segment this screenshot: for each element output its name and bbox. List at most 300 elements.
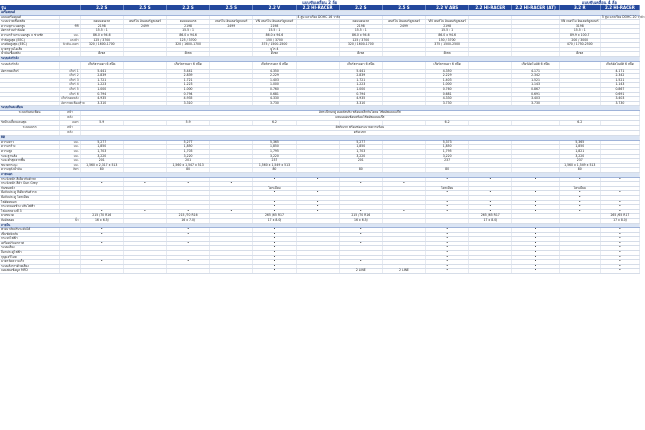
feature-dot: •	[253, 255, 296, 260]
spec-cell: 1,560 x 1,549 x 513	[253, 163, 296, 168]
row-label: ระบบส่งกำลัง	[0, 61, 60, 69]
spec-cell: 86.0 x 94.6	[253, 33, 296, 38]
spec-cell: 4.350	[426, 69, 469, 74]
feature-dot: •	[253, 264, 296, 269]
spec-cell: เกียร์อัตโนมัติ 6 สปีด	[600, 61, 639, 69]
spec-cell: 1,560 x 2,317 x 513	[80, 163, 123, 168]
feature-dot: •	[559, 191, 600, 196]
spec-cell: 4.171	[512, 69, 559, 74]
spec-cell: เกียร์ธรรมดา 6 สปีด	[339, 61, 382, 69]
row-unit: ซีซี	[60, 24, 81, 29]
spec-cell: 1,703	[167, 150, 210, 155]
spec-cell: 15.5 : 1	[559, 29, 600, 34]
feature-dot: •	[253, 251, 296, 256]
spec-cell: 3.310	[339, 101, 382, 106]
group-2wd: แบบขับเคลื่อน 2 ล้อ	[80, 0, 559, 5]
spec-cell: 265 /65 R17	[600, 214, 639, 219]
spec-cell: 125 / 3700	[339, 38, 382, 43]
spec-cell: 2 LINE	[339, 269, 382, 274]
spec-cell: 17 x 8.0J	[469, 218, 512, 223]
spec-cell: 1.000	[80, 87, 123, 92]
spec-cell: 150 / 3700	[426, 38, 469, 43]
feature-dot: •	[339, 241, 382, 246]
row-label: ล็อกประตูไฟฟ้า	[0, 251, 60, 256]
feature-dot: •	[512, 177, 559, 182]
spec-cell: โครเมี่ยม	[253, 186, 296, 191]
section-title: ระบบส่งกำลัง	[0, 56, 640, 61]
row-label: ความสูง	[0, 150, 60, 155]
spec-cell: 3.730	[426, 101, 469, 106]
model-10: 2.2 HI-RACER (AT)	[512, 5, 559, 11]
row-label: อัตราส่วนกำลังอัด	[0, 29, 60, 34]
spec-cell: 6.2	[426, 121, 469, 126]
spec-cell: โครเมี่ยม	[426, 186, 469, 191]
row-label: กระจังหน้า สีดำ Gun Grey	[0, 182, 60, 187]
spec-cell: 0.691	[600, 92, 639, 97]
row-unit: มม.	[60, 163, 81, 168]
spec-cell: 3.310	[167, 101, 210, 106]
spec-cell: 1.000	[253, 83, 296, 88]
spec-cell: 4.330	[426, 97, 469, 102]
row-label: มาตรวัดความเร็ว	[0, 260, 60, 265]
section-title: ภายนอก	[0, 172, 640, 177]
spec-cell: 1.403	[426, 78, 469, 83]
spec-cell: ยูโร 4	[253, 47, 296, 52]
spec-cell: เทอร์โบ อินเตอร์คูลเลอร์	[210, 20, 253, 25]
feature-dot: •	[80, 260, 123, 265]
feature-dot: •	[559, 177, 600, 182]
feature-dot: •	[426, 237, 469, 242]
row-label: ไฟเบรกดวงที่ 3	[0, 209, 60, 214]
row-label: ความจุถังน้ำมัน	[0, 168, 60, 173]
spec-cell: 1.223	[80, 83, 123, 88]
row-label: ความยาว	[0, 140, 60, 145]
spec-cell: 5,277	[80, 140, 123, 145]
row-label: ระยะฐานล้อ	[0, 154, 60, 159]
spec-cell: 0.691	[512, 92, 559, 97]
spec-cell: 2.342	[512, 74, 559, 79]
feature-dot: •	[600, 264, 639, 269]
feature-dot: •	[296, 191, 339, 196]
row-label: กระจกไฟฟ้า	[0, 237, 60, 242]
spec-cell: VN เทอร์โบ อินเตอร์คูลเลอร์	[560, 19, 599, 24]
spec-cell	[469, 61, 512, 69]
spec-header	[0, 0, 640, 11]
spec-cell: 4.171	[600, 69, 639, 74]
spec-cell: 1.521	[512, 78, 559, 83]
spec-cell: เทอร์โบ อินเตอร์คูลเลอร์	[123, 20, 166, 25]
spec-cell: 4 สูบ แถวเรียง DOHC 16 วาล์ว	[297, 14, 341, 19]
spec-cell: 1,850	[80, 145, 123, 150]
spec-cell: 265 /65 R17	[469, 214, 512, 219]
spec-cell: 215 /70 R16	[339, 214, 382, 219]
feature-dot: •	[512, 228, 559, 233]
spec-cell: 375 / 1500-2500	[426, 43, 469, 48]
spec-cell: 16 x 6.5J	[339, 218, 382, 223]
feature-dot: •	[426, 209, 469, 214]
feature-dot: •	[559, 209, 600, 214]
spec-cell: 80	[167, 168, 210, 173]
spec-cell: 15.5 : 1	[167, 29, 210, 34]
feature-dot: •	[339, 182, 382, 187]
spec-cell: 1,703	[80, 150, 123, 155]
spec-cell: 86.0 x 94.6	[80, 33, 123, 38]
spec-cell	[296, 269, 339, 274]
feature-dot: •	[600, 177, 639, 182]
spec-cell: 6.2	[559, 121, 600, 126]
spec-cell: 1,850	[253, 145, 296, 150]
spec-cell: เกียร์อัตโนมัติ 6 สปีด	[512, 61, 559, 69]
spec-cell: 17 x 8.0J	[600, 218, 639, 223]
spec-cell: 237	[426, 159, 469, 164]
spec-cell: 200 / 3000	[559, 38, 600, 43]
spec-cell: 320 / 1600-1700	[167, 43, 210, 48]
spec-cell: 201	[80, 159, 123, 164]
feature-dot: •	[253, 191, 296, 196]
row-unit: เกียร์ 6	[60, 92, 81, 97]
spec-cell: 16 x 6.5J	[80, 218, 123, 223]
feature-dot: •	[253, 241, 296, 246]
spec-cell: 1,795	[253, 150, 296, 155]
spec-cell: 4.330	[253, 97, 296, 102]
feature-dot: •	[600, 205, 639, 210]
model-9: 2.2 HI-RACER	[469, 5, 512, 11]
feature-dot: •	[339, 260, 382, 265]
row-label: รัศมีวงเลี้ยวแคบสุด	[0, 121, 60, 126]
spec-cell: 86.0 x 94.6	[339, 33, 382, 38]
feature-dot: •	[167, 228, 210, 233]
feature-dot: •	[426, 251, 469, 256]
spec-cell: 17 x 8.0J	[253, 218, 296, 223]
spec-cell: 1,850	[426, 145, 469, 150]
feature-dot: •	[512, 241, 559, 246]
feature-dot: •	[80, 241, 123, 246]
row-label: ระบบจ่ายเชื้อเพลิง	[0, 20, 60, 25]
row-unit: เกียร์ถอยหลัง	[61, 96, 79, 101]
row-unit: มม.	[60, 145, 81, 150]
spec-cell	[123, 269, 166, 274]
feature-dot: •	[382, 209, 425, 214]
spec-cell: 237	[253, 159, 296, 164]
row-label: กระจกมองข้าง ปรับไฟฟ้า	[0, 205, 60, 210]
spec-cell: 16 x 7.0J	[167, 218, 210, 223]
feature-dot: •	[512, 246, 559, 251]
feature-dot: •	[296, 209, 339, 214]
spec-cell: 320 / 1600-1700	[80, 43, 123, 48]
row-label: กุญแจรีโมท	[0, 255, 60, 260]
section-title: มิติ	[0, 136, 640, 141]
row-label: มาตรฐานไอเสีย	[0, 47, 60, 52]
spec-cell: 470 / 1750-2500	[559, 43, 600, 48]
feature-dot: •	[426, 232, 469, 237]
row-label: ขนาดกระบะ	[0, 163, 60, 168]
feature-dot: •	[167, 241, 210, 246]
feature-dot: •	[210, 182, 253, 187]
spec-cell: 4.935	[167, 97, 210, 102]
spec-cell: 215 /70 R16	[80, 214, 123, 219]
spec-cell: 86.0 x 94.6	[426, 33, 469, 38]
row-unit: อัตราทดเฟืองท้าย	[61, 100, 85, 105]
spec-cell: คอมมอนเรล	[339, 20, 382, 25]
spec-cell: 1,850	[167, 145, 210, 150]
feature-dot: •	[426, 205, 469, 210]
row-label: ความจุกระบอกสูบ	[0, 24, 60, 29]
spec-cell: 1.143	[600, 83, 639, 88]
row-label: กระจังหน้า สีเดียวกับตัวรถ	[0, 177, 60, 182]
spec-cell: 0.867	[600, 87, 639, 92]
feature-dot: •	[600, 246, 639, 251]
row-unit: มม.	[60, 140, 81, 145]
feature-dot: •	[600, 232, 639, 237]
row-unit: มม.	[60, 159, 81, 164]
feature-dot: •	[167, 260, 210, 265]
feature-dot: •	[339, 228, 382, 233]
spec-cell: 1.000	[426, 83, 469, 88]
spec-cell: 2 LINE	[382, 269, 425, 274]
spec-cell: 86.0 x 94.6	[167, 33, 210, 38]
spec-cell: คอมมอนเรล	[80, 20, 123, 25]
feature-dot: •	[559, 200, 600, 205]
row-unit: หลัง	[60, 131, 81, 136]
spec-cell: 80	[339, 168, 382, 173]
spec-cell: โครเมี่ยม	[559, 186, 600, 191]
spec-cell: 3,220	[559, 154, 600, 159]
spec-cell: เทอร์โบ อินเตอร์คูลเลอร์	[382, 20, 425, 25]
feature-dot: •	[253, 269, 296, 274]
row-note: แหนบแผ่นซ้อนพร้อมโช้คอัพแบบแก๊ส	[80, 116, 639, 121]
spec-cell: 80	[559, 168, 600, 173]
spec-cell: 265 /65 R17	[253, 214, 296, 219]
feature-dot: •	[80, 182, 123, 187]
row-label: กำลังสูงสุด (EEC)	[0, 38, 60, 43]
model-4: 2.2 V	[253, 5, 296, 11]
row-label: พวงมาลัยปรับระดับได้	[0, 228, 60, 233]
spec-cell: ดีเซล	[339, 52, 382, 57]
spec-cell: 5,277	[167, 140, 210, 145]
row-unit: หน้า	[60, 110, 81, 115]
spec-cell: 1,821	[559, 150, 600, 155]
row-unit: มม.	[60, 33, 81, 38]
row-label: ความกว้าง	[0, 145, 60, 150]
row-label: ระบบเสียง	[0, 246, 60, 251]
spec-cell: 2499	[123, 24, 166, 29]
model-8: 2.2 V ABS	[426, 5, 469, 11]
model-12: 2.2 HI-RACER	[600, 5, 639, 11]
spec-cell: VN เทอร์โบ อินเตอร์คูลเลอร์	[253, 20, 296, 25]
spec-cell	[210, 269, 253, 274]
spec-cell: 1,850	[339, 145, 382, 150]
spec-cell: 15.5 : 1	[426, 29, 469, 34]
spec-cell: 5.441	[339, 69, 382, 74]
spec-cell: 1,560 x 1,547 x 513	[167, 163, 210, 168]
feature-dot: •	[600, 251, 639, 256]
row-unit: ลิตร	[60, 168, 81, 173]
row-unit: เมตร	[60, 121, 81, 126]
spec-cell: 375 / 1500-2500	[253, 43, 296, 48]
spec-cell: 125 / 3700	[80, 38, 123, 43]
spec-cell: 0.681	[253, 92, 296, 97]
spec-cell: 3,220	[80, 154, 123, 159]
spec-cell: 5.9	[167, 121, 210, 126]
feature-dot: •	[253, 232, 296, 237]
feature-dot: •	[426, 264, 469, 269]
feature-dot: •	[80, 228, 123, 233]
spec-cell: 2198	[167, 24, 210, 29]
spec-cell: VN เทอร์โบ อินเตอร์คูลเลอร์	[426, 20, 469, 25]
model-row	[0, 5, 640, 11]
feature-dot: •	[296, 177, 339, 182]
spec-cell: 4.935	[339, 97, 382, 102]
feature-dot: •	[426, 260, 469, 265]
feature-dot: •	[600, 228, 639, 233]
spec-cell: เกียร์ธรรมดา 6 สปีด	[167, 61, 210, 69]
spec-cell: 5 สูบ แถวเรียง DOHC 20 วาล์ว	[601, 14, 645, 19]
spec-cell: 3.730	[600, 101, 639, 106]
row-unit: หน้า	[60, 125, 81, 130]
feature-dot: •	[253, 209, 296, 214]
model-1: 2.5 S	[123, 5, 166, 11]
row-unit: เกียร์ 2	[60, 74, 81, 79]
model-label: รุ่น	[0, 5, 80, 11]
spec-row	[0, 61, 640, 69]
row-label: ล้ออัลลอย	[0, 218, 60, 223]
row-label: จอแสดงข้อมูล MFD	[0, 269, 60, 274]
spec-cell: 5.9	[80, 121, 123, 126]
feature-dot: •	[512, 191, 559, 196]
feature-dot: •	[426, 241, 469, 246]
spec-cell: 2.229	[426, 74, 469, 79]
row-label: มือจับประตู โครเมี่ยม	[0, 195, 60, 200]
spec-cell	[559, 61, 600, 69]
spec-cell: 237	[559, 159, 600, 164]
spec-cell: เกียร์ธรรมดา 6 สปีด	[426, 61, 469, 69]
spec-cell: 0.794	[339, 92, 382, 97]
spec-cell: 3.403	[512, 97, 559, 102]
feature-dot: •	[512, 205, 559, 210]
model-5: 2.2 HI-RACER	[296, 5, 339, 11]
feature-dot: •	[253, 260, 296, 265]
feature-dot: •	[512, 260, 559, 265]
feature-dot: •	[600, 241, 639, 246]
row-unit	[60, 269, 81, 274]
spec-cell: 2.839	[167, 74, 210, 79]
row-label: อัตราทดเกียร์	[0, 69, 60, 74]
feature-dot: •	[426, 177, 469, 182]
feature-dot: •	[253, 205, 296, 210]
spec-cell: เกียร์ธรรมดา 6 สปีด	[80, 61, 123, 69]
row-label: แบบเครื่องยนต์	[0, 15, 60, 20]
row-label: ความกว้างกระบอกสูบ x ช่วงชัก	[0, 33, 60, 38]
feature-dot: •	[253, 177, 296, 182]
feature-dot: •	[296, 200, 339, 205]
feature-dot: •	[512, 232, 559, 237]
spec-cell: 5,365	[253, 140, 296, 145]
row-label: ไฟตัดหมอก	[0, 200, 60, 205]
row-unit: เกียร์ 4	[60, 83, 81, 88]
group-4wd: แบบขับเคลื่อน 4 ล้อ	[559, 0, 639, 5]
model-3: 2.5 S	[210, 5, 253, 11]
spec-cell: 1.521	[600, 78, 639, 83]
spec-cell: 5,365	[559, 140, 600, 145]
spec-cell: 125 / 3700	[167, 38, 210, 43]
spec-cell: 150 / 3700	[253, 38, 296, 43]
spec-cell: คอมมอนเรล	[167, 20, 210, 25]
spec-cell: 0.794	[80, 92, 123, 97]
spec-cell: เกียร์ธรรมดา 6 สปีด	[253, 61, 296, 69]
spec-cell: 5,373	[426, 140, 469, 145]
section-title: ภายใน	[0, 223, 640, 228]
feature-dot: •	[123, 209, 166, 214]
spec-cell: 2.342	[600, 74, 639, 79]
feature-dot: •	[469, 177, 512, 182]
spec-cell: 3.310	[80, 101, 123, 106]
feature-dot: •	[600, 237, 639, 242]
section-title: เครื่องยนต์	[0, 11, 640, 16]
spec-cell: 1.000	[167, 87, 210, 92]
row-note: ดรัมเบรก	[80, 131, 639, 136]
spec-cell: 201	[339, 159, 382, 164]
row-unit: แรงม้า	[60, 38, 81, 43]
spec-body	[0, 10, 645, 274]
spec-cell: 3,220	[339, 154, 382, 159]
spec-cell: 3.730	[253, 101, 296, 106]
spec-cell: 1.403	[253, 78, 296, 83]
feature-dot: •	[339, 209, 382, 214]
row-unit: เกียร์ 1	[60, 69, 81, 74]
row-label: ระยะต่ำสุดจากพื้น	[0, 159, 60, 164]
feature-dot: •	[469, 209, 512, 214]
spec-cell	[469, 269, 512, 274]
spec-cell: 4.350	[253, 69, 296, 74]
feature-dot: •	[559, 205, 600, 210]
spec-cell: 0.681	[426, 92, 469, 97]
feature-dot: •	[512, 264, 559, 269]
spec-cell: 2.839	[80, 74, 123, 79]
spec-cell: 3.730	[512, 101, 559, 106]
row-note: อิสระปีกนกคู่ คอยล์สปริง พร้อมเหล็กกันโคลง โช้คอัพแบบแก๊ส	[80, 110, 639, 115]
feature-dot: •	[167, 182, 210, 187]
spec-cell: 80	[80, 168, 123, 173]
row-unit: นิวตัน-เมตร	[60, 43, 81, 48]
spec-cell: 2.229	[253, 74, 296, 79]
row-label: ระบบกันสะเทือน	[0, 110, 60, 115]
row-unit	[60, 61, 81, 69]
feature-dot: •	[426, 191, 469, 196]
spec-cell: 1.223	[339, 83, 382, 88]
feature-dot: •	[512, 209, 559, 214]
feature-dot: •	[426, 255, 469, 260]
spec-row	[0, 269, 640, 274]
feature-dot: •	[426, 200, 469, 205]
feature-dot: •	[600, 260, 639, 265]
feature-dot: •	[210, 209, 253, 214]
spec-cell	[296, 61, 339, 69]
feature-dot: •	[253, 200, 296, 205]
spec-cell: 1,560 x 1,549 x 513	[559, 163, 600, 168]
feature-dot: •	[339, 232, 382, 237]
feature-dot: •	[382, 182, 425, 187]
spec-cell: 215 /70 R16	[167, 214, 210, 219]
feature-dot: •	[469, 205, 512, 210]
spec-cell: 2499	[210, 24, 253, 29]
spec-cell: ดีเซล	[80, 52, 123, 57]
spec-cell: 0.794	[167, 92, 210, 97]
spec-cell	[210, 61, 253, 69]
spec-cell: 320 / 1600-1700	[339, 43, 382, 48]
spec-cell	[559, 269, 600, 274]
feature-dot: •	[600, 269, 639, 274]
feature-dot: •	[512, 251, 559, 256]
